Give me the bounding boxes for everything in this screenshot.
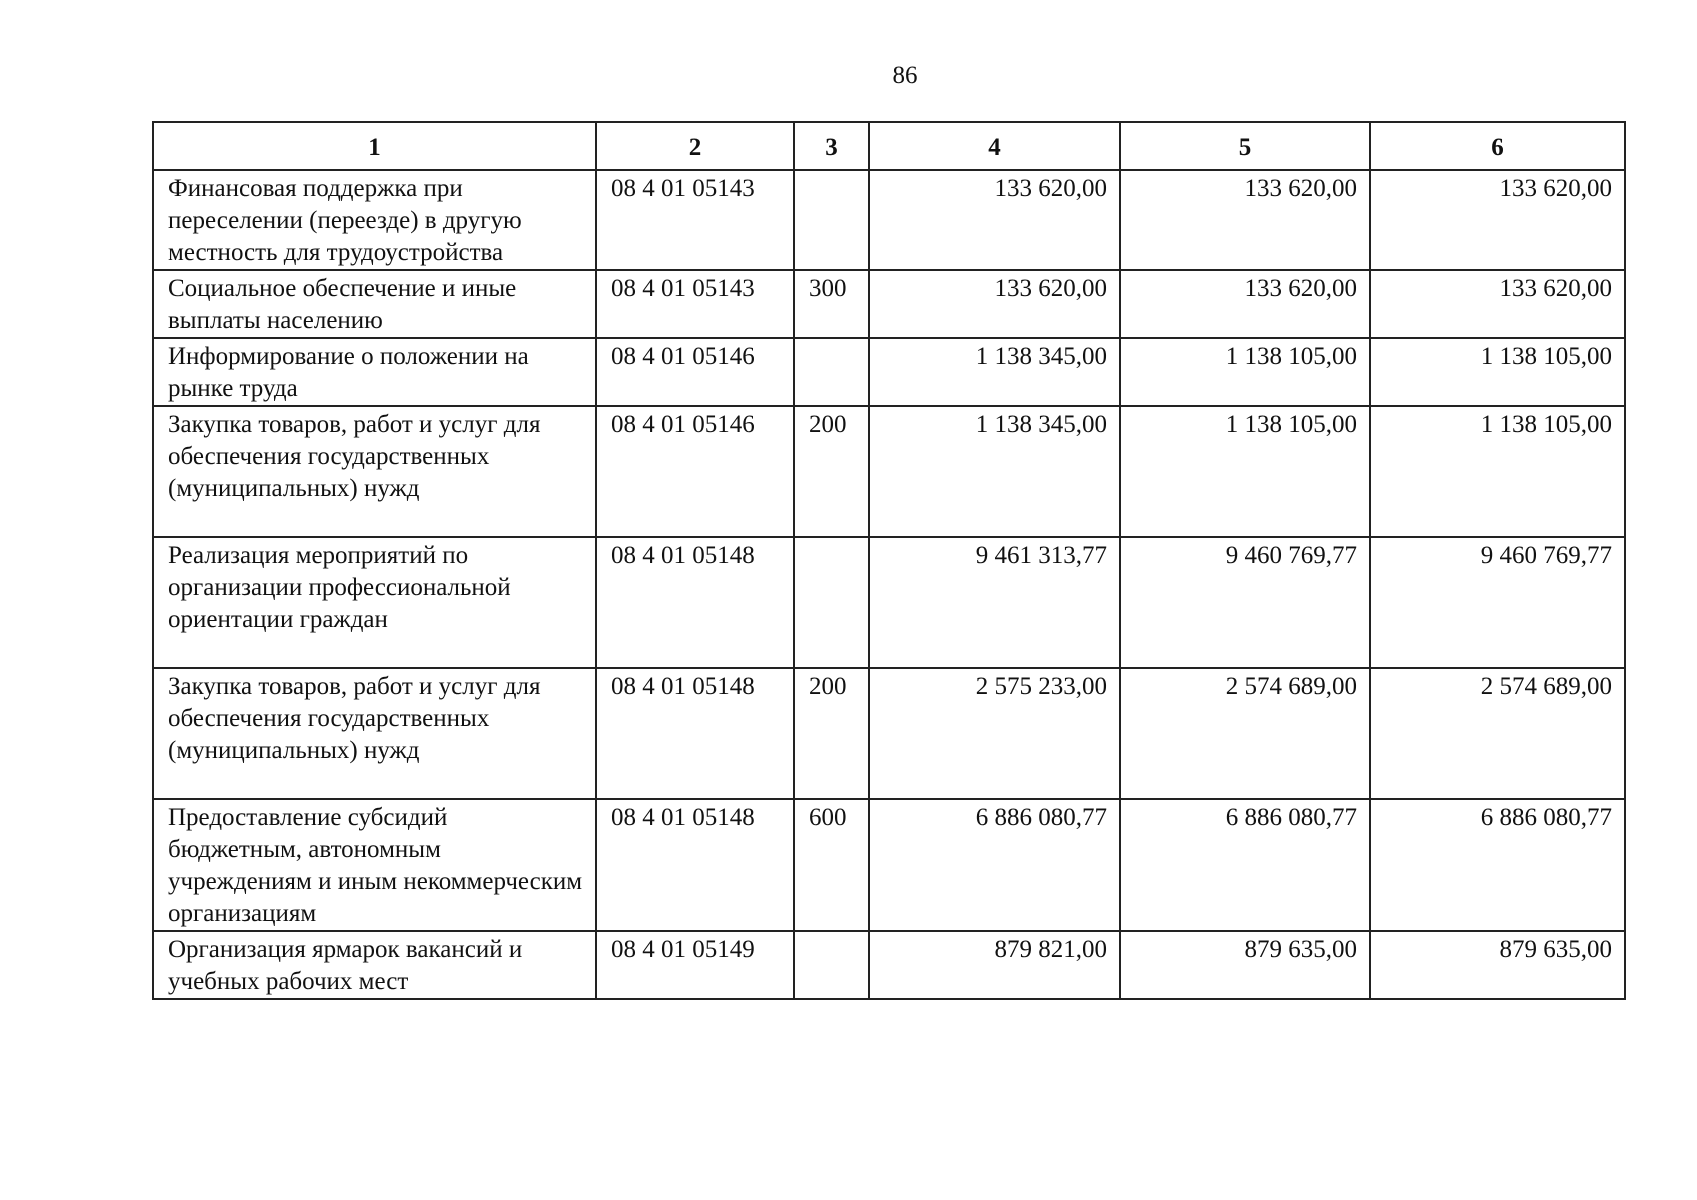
table-row (153, 799, 1625, 931)
table-header (153, 122, 1625, 170)
column-header-5: 5 (1120, 122, 1370, 170)
row-amount-6-cell: 6 886 080,77 (1370, 799, 1625, 931)
row-type-cell (794, 931, 869, 999)
row-type-cell (794, 338, 869, 406)
row-amount-4-cell: 2 575 233,00 (869, 668, 1120, 799)
row-amount-5-cell: 1 138 105,00 (1120, 338, 1370, 406)
row-amount-4-cell: 9 461 313,77 (869, 537, 1120, 668)
column-header-4: 4 (869, 122, 1120, 170)
row-amount-4-cell: 1 138 345,00 (869, 338, 1120, 406)
row-amount-4-cell: 879 821,00 (869, 931, 1120, 999)
row-amount-5-cell: 9 460 769,77 (1120, 537, 1370, 668)
budget-table (152, 121, 1626, 1000)
row-type-cell: 600 (794, 799, 869, 931)
row-name-cell: Информирование о положении на рынке труда (153, 338, 596, 406)
table-row (153, 270, 1625, 338)
table-body (153, 170, 1625, 999)
row-name-cell: Финансовая поддержка при переселении (переезде) в другую местность для трудоустройства (153, 170, 596, 270)
row-amount-6-cell: 879 635,00 (1370, 931, 1625, 999)
row-type-cell (794, 537, 869, 668)
row-amount-6-cell: 1 138 105,00 (1370, 406, 1625, 537)
column-header-1: 1 (153, 122, 596, 170)
row-amount-5-cell: 133 620,00 (1120, 170, 1370, 270)
table-row (153, 668, 1625, 799)
row-amount-4-cell: 133 620,00 (869, 270, 1120, 338)
row-type-cell (794, 170, 869, 270)
row-name-cell: Предоставление субсидий бюджетным, автономным учреждениям и иным некоммерческим организациям (153, 799, 596, 931)
row-name-cell: Организация ярмарок вакансий и учебных рабочих мест (153, 931, 596, 999)
row-amount-6-cell: 133 620,00 (1370, 170, 1625, 270)
row-code-cell: 08 4 01 05143 (596, 170, 794, 270)
row-amount-5-cell: 1 138 105,00 (1120, 406, 1370, 537)
row-amount-4-cell: 6 886 080,77 (869, 799, 1120, 931)
row-amount-6-cell: 2 574 689,00 (1370, 668, 1625, 799)
row-name-cell: Социальное обеспечение и иные выплаты населению (153, 270, 596, 338)
row-code-cell: 08 4 01 05143 (596, 270, 794, 338)
row-code-cell: 08 4 01 05148 (596, 668, 794, 799)
row-amount-5-cell: 879 635,00 (1120, 931, 1370, 999)
row-amount-4-cell: 133 620,00 (869, 170, 1120, 270)
row-amount-6-cell: 1 138 105,00 (1370, 338, 1625, 406)
row-amount-5-cell: 6 886 080,77 (1120, 799, 1370, 931)
row-amount-6-cell: 133 620,00 (1370, 270, 1625, 338)
table-row (153, 338, 1625, 406)
table-row (153, 537, 1625, 668)
row-amount-6-cell: 9 460 769,77 (1370, 537, 1625, 668)
row-code-cell: 08 4 01 05149 (596, 931, 794, 999)
column-header-2: 2 (596, 122, 794, 170)
row-type-cell: 200 (794, 668, 869, 799)
row-code-cell: 08 4 01 05148 (596, 799, 794, 931)
table-row (153, 406, 1625, 537)
row-type-cell: 200 (794, 406, 869, 537)
header-row (153, 122, 1625, 170)
row-amount-5-cell: 2 574 689,00 (1120, 668, 1370, 799)
row-code-cell: 08 4 01 05146 (596, 338, 794, 406)
column-header-3: 3 (794, 122, 869, 170)
table-row (153, 931, 1625, 999)
row-amount-4-cell: 1 138 345,00 (869, 406, 1120, 537)
row-type-cell: 300 (794, 270, 869, 338)
row-name-cell: Реализация мероприятий по организации профессиональной ориентации граждан (153, 537, 596, 668)
column-header-6: 6 (1370, 122, 1625, 170)
page-number: 86 (892, 62, 918, 89)
row-amount-5-cell: 133 620,00 (1120, 270, 1370, 338)
row-code-cell: 08 4 01 05148 (596, 537, 794, 668)
row-name-cell: Закупка товаров, работ и услуг для обеспечения государственных (муниципальных) нужд (153, 668, 596, 799)
table-row (153, 170, 1625, 270)
row-code-cell: 08 4 01 05146 (596, 406, 794, 537)
row-name-cell: Закупка товаров, работ и услуг для обеспечения государственных (муниципальных) нужд (153, 406, 596, 537)
